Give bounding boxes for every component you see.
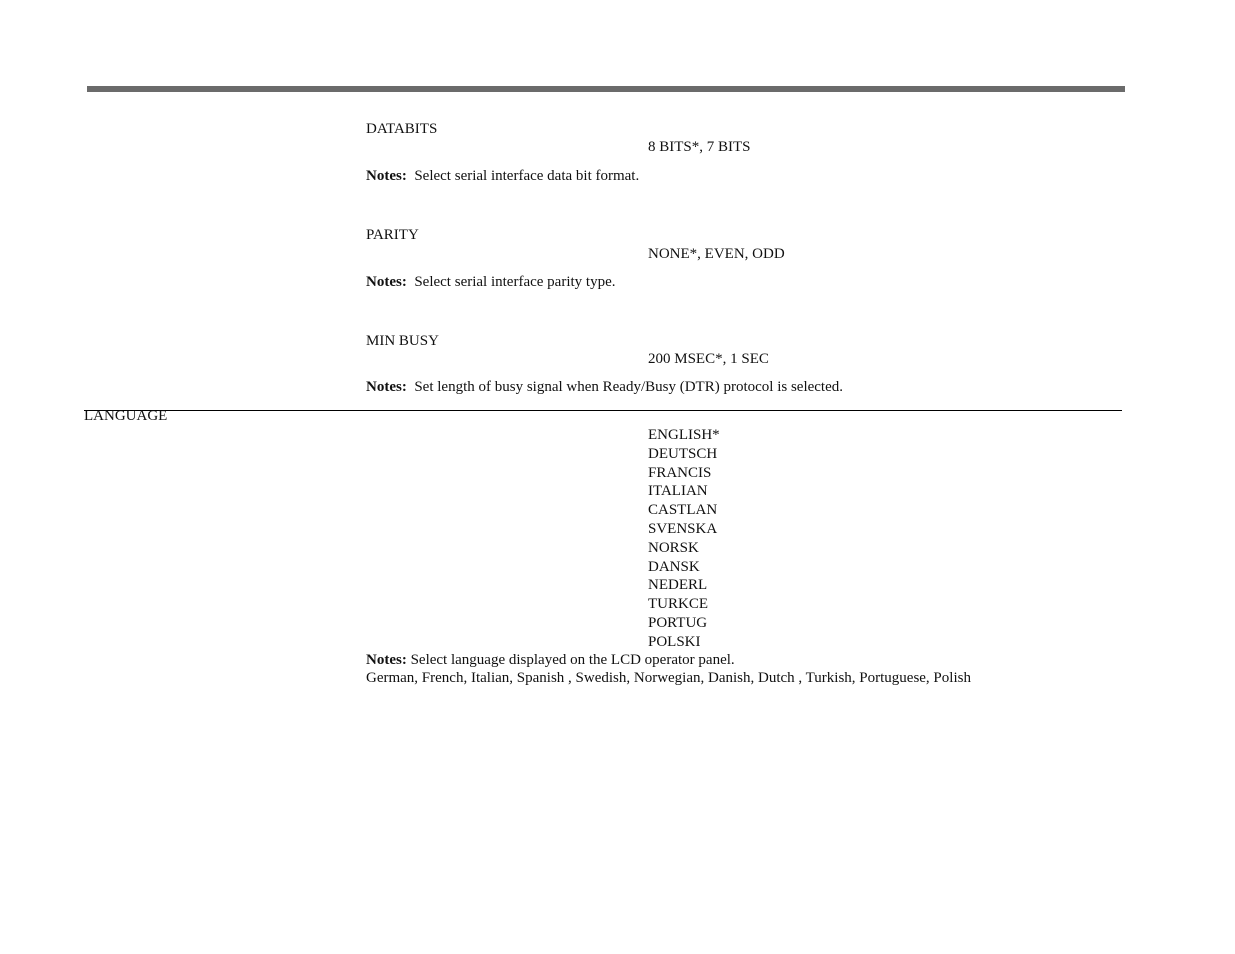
- language-option: FRANCIS: [648, 464, 712, 481]
- notes-text: Select language displayed on the LCD operator panel.: [410, 652, 735, 668]
- setting-values-databits: 8 BITS*, 7 BITS: [648, 139, 751, 155]
- language-options-list: [648, 426, 720, 652]
- notes-label: Notes:: [366, 652, 407, 668]
- page-header-rule: [87, 86, 1125, 92]
- language-option: SVENSKA: [648, 520, 718, 537]
- language-option: NORSK: [648, 539, 699, 556]
- language-option: DEUTSCH: [648, 445, 718, 462]
- notes-text: Select serial interface parity type.: [414, 274, 616, 290]
- notes-label: Notes:: [366, 379, 407, 395]
- setting-notes-min-busy: [366, 379, 843, 396]
- setting-notes-parity: [366, 274, 615, 291]
- language-option: ITALIAN: [648, 483, 708, 500]
- language-option: NEDERL: [648, 577, 708, 594]
- setting-name-min-busy: MIN BUSY: [366, 333, 439, 349]
- language-notes-line-1: [366, 651, 971, 669]
- notes-label: Notes:: [366, 168, 407, 184]
- language-notes: [366, 651, 971, 687]
- setting-notes-databits: [366, 168, 639, 185]
- language-option: CASTLAN: [648, 502, 718, 519]
- section-title-language: LANGUAGE: [84, 408, 168, 424]
- language-option: PORTUG: [648, 614, 708, 631]
- language-option: DANSK: [648, 558, 700, 575]
- language-option: ENGLISH*: [648, 427, 720, 443]
- setting-values-parity: NONE*, EVEN, ODD: [648, 246, 785, 262]
- setting-values-min-busy: 200 MSEC*, 1 SEC: [648, 351, 769, 367]
- notes-label: Notes:: [366, 274, 407, 290]
- language-option: POLSKI: [648, 633, 701, 650]
- setting-name-parity: PARITY: [366, 227, 419, 243]
- notes-text: Set length of busy signal when Ready/Busy (DTR) protocol is selected.: [414, 379, 844, 395]
- setting-name-databits: DATABITS: [366, 121, 438, 137]
- language-option: TURKCE: [648, 596, 708, 613]
- section-divider: [84, 410, 1122, 411]
- language-notes-line-2: German, French, Italian, Spanish , Swedish, Norwegian, Danish, Dutch , Turkish, Portuguese, Polish: [366, 670, 971, 686]
- notes-text: Select serial interface data bit format.: [414, 168, 640, 184]
